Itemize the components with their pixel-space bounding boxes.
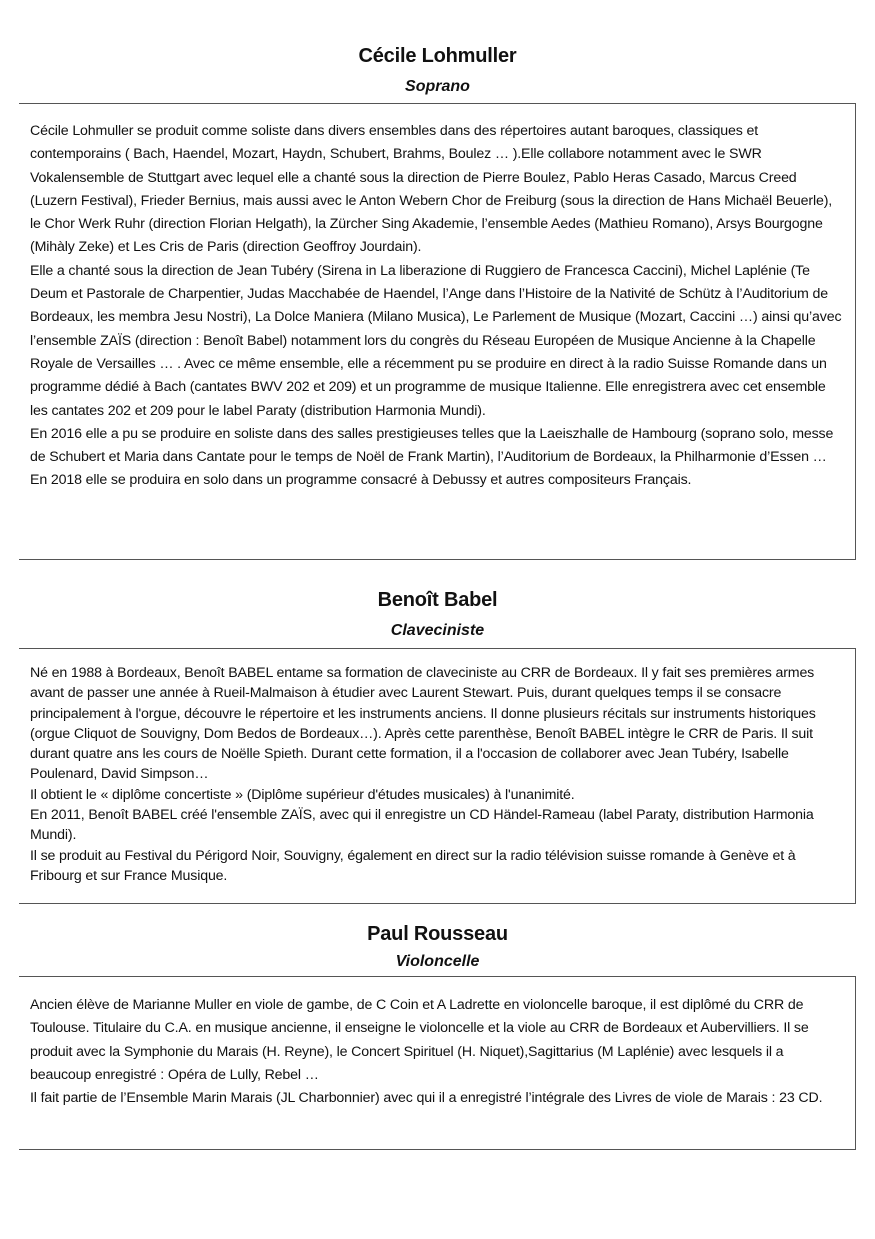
biography-paragraph: Elle a chanté sous la direction de Jean Tubéry (Sirena in La liberazione di Ruggiero de Francesca Caccini), Michel Laplénie (Te Deum et Pastorale de Charpentier, Judas Macchabée de Haendel, l’Ange dans l’Histoire de la Nativité de Schütz à l’Auditorium de Bordeaux, les membra Jesu Nostri), La Dolce Maniera (Milano Musica), Le Parlement de Musique (Mozart, Caccini …) ainsi qu’avec l’ensemble ZAÏS (direction : Benoît Babel) notamment lors du congrès du Réseau Européen de Musique Ancienne à la Chapelle Royale de Versailles … . Avec ce même ensemble, elle a récemment pu se produire en direct à la radio Suisse Romande dans un programme dédié à Bach (cantates BWV 202 et 209) et un programme de musique Italienne. Elle enregistrera avec cet ensemble les cantates 202 et 209 pour le label Paraty (distribution Harmonia Mundi). [30,262,842,419]
biography-paragraph: En 2016 elle a pu se produire en soliste dans des salles prestigieuses telles que la Laeiszhalle de Hambourg (soprano solo, messe de Schubert et Maria dans Cantate pour le temps de Noël de Frank Martin), l’Auditorium de Bordeaux, la Philharmonie d’Essen … [30,425,834,466]
biography-paragraph: Il fait partie de l’Ensemble Marin Marais (JL Charbonnier) avec qui il a enregistré l’intégrale des Livres de viole de Marais : 23 CD. [30,1090,823,1107]
biography-paragraph: Cécile Lohmuller se produit comme soliste dans divers ensembles dans des répertoires autant baroques, classiques et contemporains ( Bach, Haendel, Mozart, Haydn, Schubert, Brahms, Boulez … ).Elle collabore notamment avec le SWR Vokalensemble de Stuttgart avec lequel elle a chanté sous la direction de Pierre Boulez, Pablo Heras Casado, Marcus Creed (Luzern Festival), Frieder Bernius, mais aussi avec le Anton Webern Chor de Freiburg (sous la direction de Hans Michaël Beuerle), le Chor Werk Ruhr (direction Florian Helgath), la Zürcher Sing Akademie, l’ensemble Aedes (Mathieu Romano), Arsys Bourgogne (Mihàly Zeke) et Les Cris de Paris (direction Geoffroy Jourdain). [30,123,833,256]
artist-name: Paul Rousseau [367,923,508,945]
artist-role: Soprano [405,78,470,95]
biography-box [19,103,856,560]
biography-paragraph: Ancien élève de Marianne Muller en viole de gambe, de C Coin et A Ladrette en violoncelle baroque, il est diplômé du CRR de Toulouse. Titulaire du C.A. en musique ancienne, il enseigne le violoncelle et la viole au CRR de Bordeaux et Aubervilliers. Il se produit avec la Symphonie du Marais (H. Reyne), le Concert Spirituel (H. Niquet),Sagittarius (M Laplénie) avec lesquels il a beaucoup enregistré : Opéra de Lully, Rebel … [30,997,809,1083]
biography-section-cecile-lohmuller [19,44,856,560]
biography-paragraph: Il obtient le « diplôme concertiste » (Diplôme supérieur d'études musicales) à l'unanimité. [30,786,575,803]
biography-box [19,648,856,904]
biography-paragraph: Né en 1988 à Bordeaux, Benoît BABEL entame sa formation de claveciniste au CRR de Bordeaux. Il y fait ses premières armes avant de passer une année à Rueil-Malmaison à étudier avec Laurent Stewart. Puis, durant quelques temps il se consacre principalement à l'orgue, découvre le répertoire et les instruments anciens. Il donne plusieurs récitals sur instruments historiques (orgue Cliquot de Souvigny, Dom Bedos de Bordeaux…). Après cette parenthèse, Benoît BABEL intègre le CRR de Paris. Il suit durant quatre ans les cours de Noëlle Spieth. Durant cette formation, il a l'occasion de collaborer avec Jean Tubéry, Isabelle Poulenard, David Simpson… [30,665,816,783]
artist-name: Cécile Lohmuller [358,45,517,67]
biography-paragraph: En 2011, Benoît BABEL créé l'ensemble ZAÏS, avec qui il enregistre un CD Händel-Rameau (label Paraty, distribution Harmonia Mundi). [30,807,814,844]
biography-section-benoit-babel [19,588,856,904]
artist-name: Benoît Babel [377,589,498,611]
biography-section-paul-rousseau [19,922,856,1150]
biography-paragraph: En 2018 elle se produira en solo dans un programme consacré à Debussy et autres compositeurs Français. [30,472,692,489]
artist-role: Violoncelle [395,953,480,970]
biography-box [19,976,856,1150]
biography-paragraph: Il se produit au Festival du Périgord Noir, Souvigny, également en direct sur la radio télévision suisse romande à Genève et à Fribourg et sur France Musique. [30,847,796,884]
artist-role: Claveciniste [390,622,485,639]
